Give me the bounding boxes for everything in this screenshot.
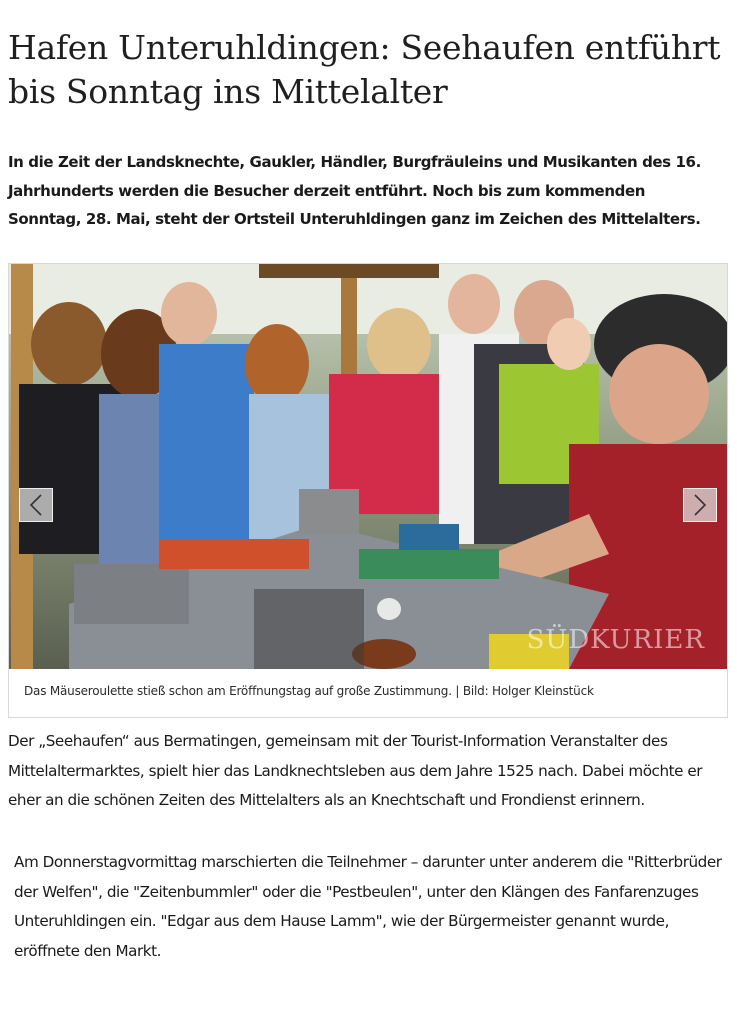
photo-watermark: SÜDKURIER: [526, 625, 705, 655]
gallery-prev-button[interactable]: [19, 488, 53, 522]
gallery-photo[interactable]: [9, 264, 727, 669]
article-paragraph: Der „Seehaufen“ aus Bermatingen, gemeinsam mit der Tourist-Information Veranstalter des Mittelaltermarktes, spielt hier das Landknechtsleben aus dem Jahre 1525 nach. Dabei möchte er eher an die schönen Zeiten des Mittelalters als an Knechtschaft und Frondienst erinnern.: [8, 732, 703, 809]
photo-illustration: [9, 264, 727, 669]
gallery-next-button[interactable]: [683, 488, 717, 522]
article-lead: In die Zeit der Landsknechte, Gaukler, Händler, Burgfräuleins und Musikanten des 16. Jahrhunderts werden die Besucher derzeit entführt. Noch bis zum kommenden Sonntag, 28. Mai, steht der Ortsteil Unteruhldingen ganz im Zeichen des Mittelalters.: [8, 153, 701, 228]
chevron-left-icon: [28, 494, 44, 516]
image-gallery: [8, 263, 728, 718]
chevron-right-icon: [692, 494, 708, 516]
article-headline: Hafen Unteruhldingen: Seehaufen entführt bis Sonntag ins Mittelalter: [8, 28, 721, 111]
article-paragraph: Am Donnerstagvormittag marschierten die Teilnehmer – darunter unter anderem die "Ritterbrüder der Welfen", die "Zeitenbummler" oder die "Pestbeulen", unter den Klängen des Fanfarenzuges Unteruhldingen ein. "Edgar aus dem Hause Lamm", wie der Bürgermeister genannt wurde, eröffnete den Markt.: [14, 853, 722, 960]
photo-caption: Das Mäuseroulette stieß schon am Eröffnungstag auf große Zustimmung. | Bild: Holger Kleinstück: [24, 684, 594, 698]
